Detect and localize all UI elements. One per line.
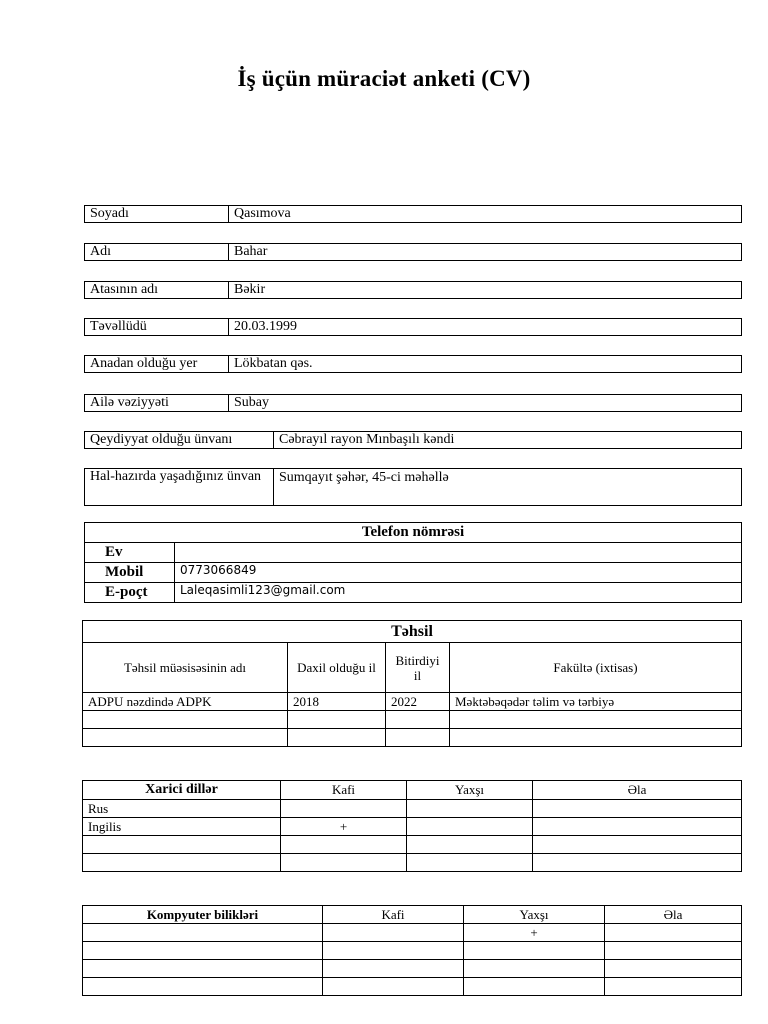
languages-col-sufficient: Kafi	[281, 781, 407, 800]
name-row	[84, 243, 742, 261]
computer-skill-name	[83, 978, 323, 996]
education-cell	[83, 729, 288, 747]
education-cell	[386, 711, 450, 729]
language-level-cell	[407, 854, 533, 872]
education-cell	[386, 729, 450, 747]
computer-level-cell	[464, 978, 605, 996]
computer-skill-name	[83, 960, 323, 978]
current-address-row	[84, 468, 742, 506]
language-level-cell	[281, 836, 407, 854]
language-level-cell	[407, 818, 533, 836]
phone-header: Telefon nömrəsi	[85, 523, 742, 543]
language-level-cell	[407, 836, 533, 854]
field-label: Ailə vəziyyəti	[85, 395, 229, 412]
marital-status-row	[84, 394, 742, 412]
phone-value-mobile: 0773066849	[175, 563, 742, 583]
computer-level-cell	[605, 924, 742, 942]
field-value: Qasımova	[229, 206, 742, 223]
education-col-graduated: Bitirdiyi il	[386, 643, 450, 693]
computer-col-excellent: Əla	[605, 906, 742, 924]
language-level-cell	[533, 836, 742, 854]
education-cell: 2022	[386, 693, 450, 711]
phone-label-home: Ev	[85, 543, 175, 563]
phone-table	[84, 522, 742, 603]
birthdate-row	[84, 318, 742, 336]
computer-level-cell	[323, 978, 464, 996]
field-label: Təvəllüdü	[85, 319, 229, 336]
languages-table	[82, 780, 742, 872]
language-name: Rus	[83, 800, 281, 818]
field-value: Subay	[229, 395, 742, 412]
education-table	[82, 620, 742, 747]
education-cell	[83, 711, 288, 729]
field-value: Lökbatan qəs.	[229, 356, 742, 373]
language-level-cell	[407, 800, 533, 818]
language-level-cell	[533, 854, 742, 872]
field-value: Cəbrayıl rayon Mınbaşılı kəndi	[274, 432, 742, 449]
language-name: Ingilis	[83, 818, 281, 836]
education-col-faculty: Fakültə (ixtisas)	[450, 643, 742, 693]
language-level-cell	[281, 800, 407, 818]
computer-level-cell: +	[464, 924, 605, 942]
computer-level-cell	[605, 942, 742, 960]
computer-level-cell	[464, 942, 605, 960]
birthplace-row	[84, 355, 742, 373]
languages-col-good: Yaxşı	[407, 781, 533, 800]
education-col-enrolled: Daxil olduğu il	[288, 643, 386, 693]
field-value: Sumqayıt şəhər, 45-ci məhəllə	[274, 469, 742, 506]
education-header: Təhsil	[83, 621, 742, 643]
computer-level-cell	[323, 924, 464, 942]
field-value: Bəkir	[229, 282, 742, 299]
language-name	[83, 836, 281, 854]
field-value: Bahar	[229, 244, 742, 261]
computer-skill-name	[83, 942, 323, 960]
computer-col-skill: Kompyuter bilikləri	[83, 906, 323, 924]
field-label: Qeydiyyat olduğu ünvanı	[85, 432, 274, 449]
document-title: İş üçün müraciət anketi (CV)	[237, 66, 531, 91]
phone-label-mobile: Mobil	[85, 563, 175, 583]
education-cell	[288, 729, 386, 747]
language-level-cell	[281, 854, 407, 872]
computer-level-cell	[605, 978, 742, 996]
father-name-row	[84, 281, 742, 299]
phone-value-email: Laleqasimli123@gmail.com	[175, 583, 742, 603]
computer-level-cell	[323, 960, 464, 978]
phone-value-home	[175, 543, 742, 563]
phone-label-email: E-poçt	[85, 583, 175, 603]
computer-level-cell	[464, 960, 605, 978]
computer-level-cell	[323, 942, 464, 960]
field-value: 20.03.1999	[229, 319, 742, 336]
registration-address-row	[84, 431, 742, 449]
field-label: Adı	[85, 244, 229, 261]
education-cell: ADPU nəzdində ADPK	[83, 693, 288, 711]
languages-col-excellent: Əla	[533, 781, 742, 800]
computer-level-cell	[605, 960, 742, 978]
field-label: Anadan olduğu yer	[85, 356, 229, 373]
computer-skill-name	[83, 924, 323, 942]
language-name	[83, 854, 281, 872]
computer-col-sufficient: Kafi	[323, 906, 464, 924]
education-col-institution: Təhsil müəsisəsinin adı	[83, 643, 288, 693]
education-cell	[450, 711, 742, 729]
language-level-cell	[533, 818, 742, 836]
computer-skills-table	[82, 905, 742, 996]
education-cell: 2018	[288, 693, 386, 711]
education-cell	[288, 711, 386, 729]
surname-row	[84, 205, 742, 223]
computer-col-good: Yaxşı	[464, 906, 605, 924]
field-label: Soyadı	[85, 206, 229, 223]
field-label: Hal-hazırda yaşadığınız ünvan	[85, 469, 274, 506]
education-cell	[450, 729, 742, 747]
language-level-cell	[533, 800, 742, 818]
language-level-cell: +	[281, 818, 407, 836]
education-cell: Məktəbəqədər təlim və tərbiyə	[450, 693, 742, 711]
languages-col-language: Xarici dillər	[83, 781, 281, 800]
field-label: Atasının adı	[85, 282, 229, 299]
